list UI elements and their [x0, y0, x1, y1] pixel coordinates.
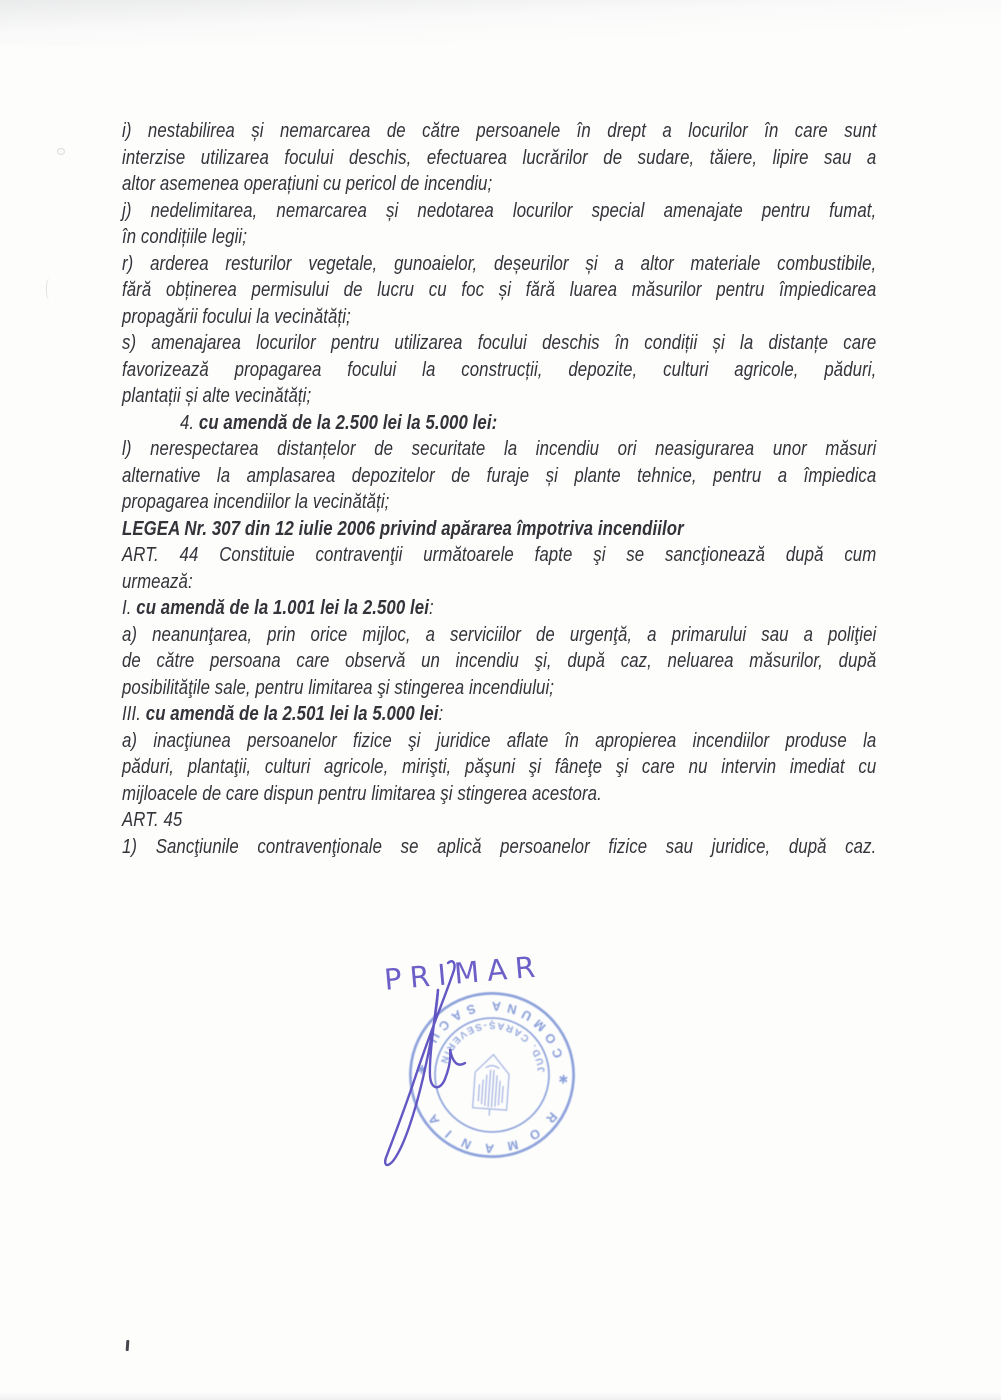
- text-line: ART. 44 Constituie contravenţii următoarele fapte şi se sancţionează după cum: [122, 544, 877, 566]
- stamp-county-text: JUD. CARAŞ-SEVERIN: [437, 1019, 548, 1074]
- text-line: i) nestabilirea și nemarcarea de către persoanele în drept a locurilor în care sunt: [122, 120, 877, 142]
- text-line: 4. cu amendă de la 2.500 lei la 5.000 lei:: [179, 411, 498, 434]
- text-line: s) amenajarea locurilor pentru utilizarea focului deschis în condiții și la distanțe care: [122, 332, 877, 354]
- text-line: ART. 45: [122, 809, 183, 831]
- text-line: posibilităţile sale, pentru limitarea şi stingerea incendiului;: [122, 676, 555, 699]
- stamp-country-text: ROMANIA: [417, 1101, 561, 1157]
- stamp-star-left: ✱: [557, 1071, 569, 1087]
- stamp-commune-text: COMUNA SACU: [421, 998, 566, 1061]
- text-line: plantații și alte vecinătăți;: [122, 385, 312, 407]
- text-line: III. cu amendă de la 2.501 lei la 5.000 lei:: [122, 703, 444, 725]
- text-line: a) neanunţarea, prin orice mijloc, a serviciilor de urgenţă, a primarului sau a poliţiei: [122, 623, 877, 646]
- pen-tick-mark: [126, 1340, 130, 1351]
- text-line: propagării focului la vecinătăți;: [122, 305, 351, 328]
- text-line: l) nerespectarea distanțelor de securitate la incendiu ori neasigurarea unor măsuri: [122, 438, 877, 460]
- text-line: alternative la amplasarea depozitelor de furaje și plante tehnice, pentru a împiedica: [122, 464, 877, 487]
- text-line: propagarea incendiilor la vecinătăți;: [122, 491, 390, 513]
- text-line: 1) Sancţiunile contravenţionale se aplică persoanelor fizice sau juridice, după caz.: [122, 835, 877, 858]
- text-line: urmează:: [122, 570, 193, 593]
- text-line: de către persoana care observă un incendiu şi, după caz, neluarea măsurilor, după: [122, 650, 877, 672]
- text-line: a) inacţiunea persoanelor fizice şi juridice aflate în apropierea incendiilor produse la: [122, 729, 877, 752]
- stamp-star-right: ✱: [416, 1061, 428, 1077]
- text-line: favorizează propagarea focului la construcții, depozite, culturi agricole, păduri,: [122, 358, 877, 381]
- text-line: LEGEA Nr. 307 din 12 iulie 2006 privind apărarea împotriva incendiilor: [122, 517, 684, 540]
- scan-speck: [57, 148, 65, 155]
- text-line: interzise utilizarea focului deschis, efectuarea lucrărilor de sudare, tăiere, lipire sau a: [122, 146, 877, 169]
- text-line: păduri, plantaţii, culturi agricole, mirişti, păşuni şi fâneţe şi care nu intervin imediat cu: [122, 756, 877, 778]
- text-line: altor asemenea operațiuni cu pericol de incendiu;: [122, 173, 493, 195]
- text-line: fără obținerea permisului de lucru cu foc și fără luarea măsurilor pentru împiedicarea: [122, 279, 877, 301]
- text-line: j) nedelimitarea, nemarcarea și nedotarea locurilor special amenajate pentru fumat,: [122, 199, 877, 222]
- text-line: I. cu amendă de la 1.001 lei la 2.500 lei:: [122, 597, 434, 619]
- scan-bottom-edge: [0, 1392, 1001, 1400]
- text-line: în condițiile legii;: [122, 226, 247, 248]
- text-line: r) arderea resturilor vegetale, gunoaielor, deșeurilor și a altor materiale combustibile,: [122, 252, 877, 275]
- document-text: [122, 118, 876, 860]
- signature: [350, 945, 490, 1185]
- primar-handwriting: PRIMAR: [382, 949, 545, 997]
- scan-speck: [46, 278, 55, 300]
- text-line: mijloacele de care dispun pentru limitarea şi stingerea acestora.: [122, 782, 602, 805]
- scan-top-edge: [0, 0, 1001, 46]
